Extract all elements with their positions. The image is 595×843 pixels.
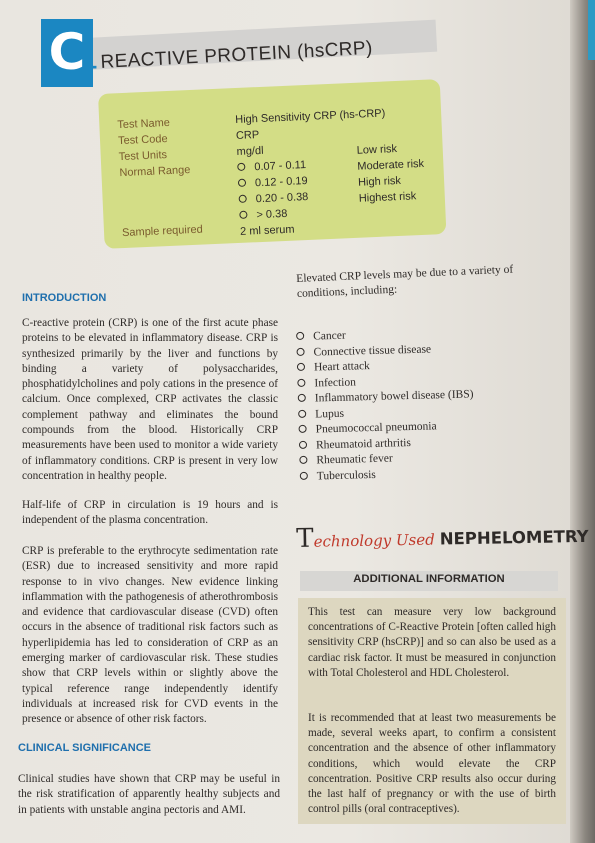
list-item: Infection — [297, 372, 473, 392]
range-value: 0.12 - 0.19 — [238, 175, 308, 190]
risk-label: Moderate risk — [357, 157, 425, 173]
sample-value: 2 ml serum — [239, 223, 295, 238]
test-units-value: mg/dl — [236, 144, 264, 159]
normal-range-label: Normal Range — [119, 164, 191, 180]
test-code-label: Test Code — [117, 133, 168, 148]
risk-label: Low risk — [356, 143, 398, 157]
bullet-icon — [296, 348, 304, 356]
title-dash: - — [90, 53, 98, 78]
risk-label: High risk — [357, 174, 402, 189]
list-item: Tuberculosis — [300, 465, 476, 485]
bullet-icon — [296, 332, 304, 340]
clinical-heading: CLINICAL SIGNIFICANCE — [18, 742, 152, 754]
test-info-box — [98, 79, 446, 249]
bullet-icon — [297, 363, 305, 371]
list-item: Rheumatic fever — [299, 449, 475, 469]
list-item: Connective tissue disease — [296, 341, 472, 361]
bullet-icon — [299, 456, 307, 464]
introduction-heading: INTRODUCTION — [22, 292, 107, 304]
intro-paragraph: CRP is preferable to the erythrocyte sedimentation rate (ESR) due to increased sensitivity and more rapid response to in vivo changes. New evidence linking inflammation with the pathogenesis of atherothrombosis and evidence that cardiovascular disease (CVD) often occurs in the absence of traditional risk factors such as hyperlipidemia has led to consideration of CRP as an emerging marker of cardiovascular risk. These studies show that CRP levels within or slightly above the typical reference range independently identify individuals at increased risk for CVD events in the presence or absence of other risk factors. — [22, 545, 278, 726]
bullet-icon — [237, 163, 245, 171]
technology-label: echnology Used — [313, 530, 435, 551]
test-name-label: Test Name — [117, 116, 171, 132]
clinical-paragraph: Clinical studies have shown that CRP may be useful in the risk stratification of apparently healthy subjects and in patients with unstable angina pectoris and AMI. — [18, 773, 280, 816]
sample-label: Sample required — [121, 223, 203, 240]
technology-name: NEPHELOMETRY — [439, 526, 589, 549]
bullet-icon — [238, 179, 246, 187]
conditions-intro: Elevated CRP levels may be due to a variety of conditions, including: — [296, 263, 514, 300]
bullet-icon — [239, 211, 247, 219]
bullet-icon — [297, 379, 305, 387]
additional-info-heading: ADDITIONAL INFORMATION — [353, 573, 505, 585]
bullet-icon — [298, 410, 306, 418]
conditions-list — [296, 325, 476, 485]
range-value: > 0.38 — [239, 208, 287, 222]
list-item: Heart attack — [297, 356, 473, 376]
risk-label: Highest risk — [358, 190, 417, 205]
technology-heading — [296, 519, 589, 554]
info-paragraph: It is recommended that at least two measurements be made, several weeks apart, to confirm a consistent concentration and the absence of other inflammatory conditions, which would elevate the CRP concentration. Positive CRP results also occur during the last half of pregnancy or with the use of birth control pills (oral contraceptives). — [308, 712, 556, 816]
intro-paragraph: C-reactive protein (CRP) is one of the first acute phase proteins to be elevated in inflammatory disease. CRP is synthesized primarily by the liver and functions by binding a variety of polysaccharides, phosphatidylcholines and poly cations in the presence of calcium. Once complexed, CRP activates the classic complement pathway and eliminates the bound compounds from the blood. Historically CRP measurements have been used to monitor a wide variety of inflammatory conditions. CRP is present in very low concentration in healthy people. — [22, 317, 278, 482]
test-name-value: High Sensitivity CRP (hs-CRP) — [235, 107, 386, 127]
list-item: Inflammatory bowel disease (IBS) — [298, 387, 474, 407]
list-item: Lupus — [298, 403, 474, 423]
bullet-icon — [239, 195, 247, 203]
intro-paragraph: Half-life of CRP in circulation is 19 hours and is independent of the plasma concentration. — [22, 499, 278, 527]
bullet-icon — [298, 394, 306, 402]
range-value: 0.20 - 0.38 — [238, 191, 308, 206]
list-item: Rheumatoid arthritis — [299, 434, 475, 454]
bullet-icon — [300, 472, 308, 480]
section-letter: C — [41, 19, 93, 87]
bullet-icon — [299, 441, 307, 449]
test-code-value: CRP — [235, 129, 260, 143]
list-item: Cancer — [296, 325, 472, 345]
info-paragraph: This test can measure very low background concentrations of C-Reactive Protein [often called high sensitivity CRP (hsCRP)] and so can also be used as a cardiac risk factor. It must be measured in conjunction with Total Cholesterol and HDL Cholesterol. — [308, 606, 556, 679]
bullet-icon — [298, 425, 306, 433]
technology-initial: T — [296, 523, 314, 554]
list-item: Pneumococcal pneumonia — [298, 418, 474, 438]
test-units-label: Test Units — [118, 149, 168, 164]
edge-tab — [588, 0, 595, 60]
book-spine-edge — [570, 0, 595, 843]
page-title: REACTIVE PROTEIN (hsCRP) — [100, 37, 374, 73]
range-value: 0.07 - 0.11 — [237, 159, 306, 174]
